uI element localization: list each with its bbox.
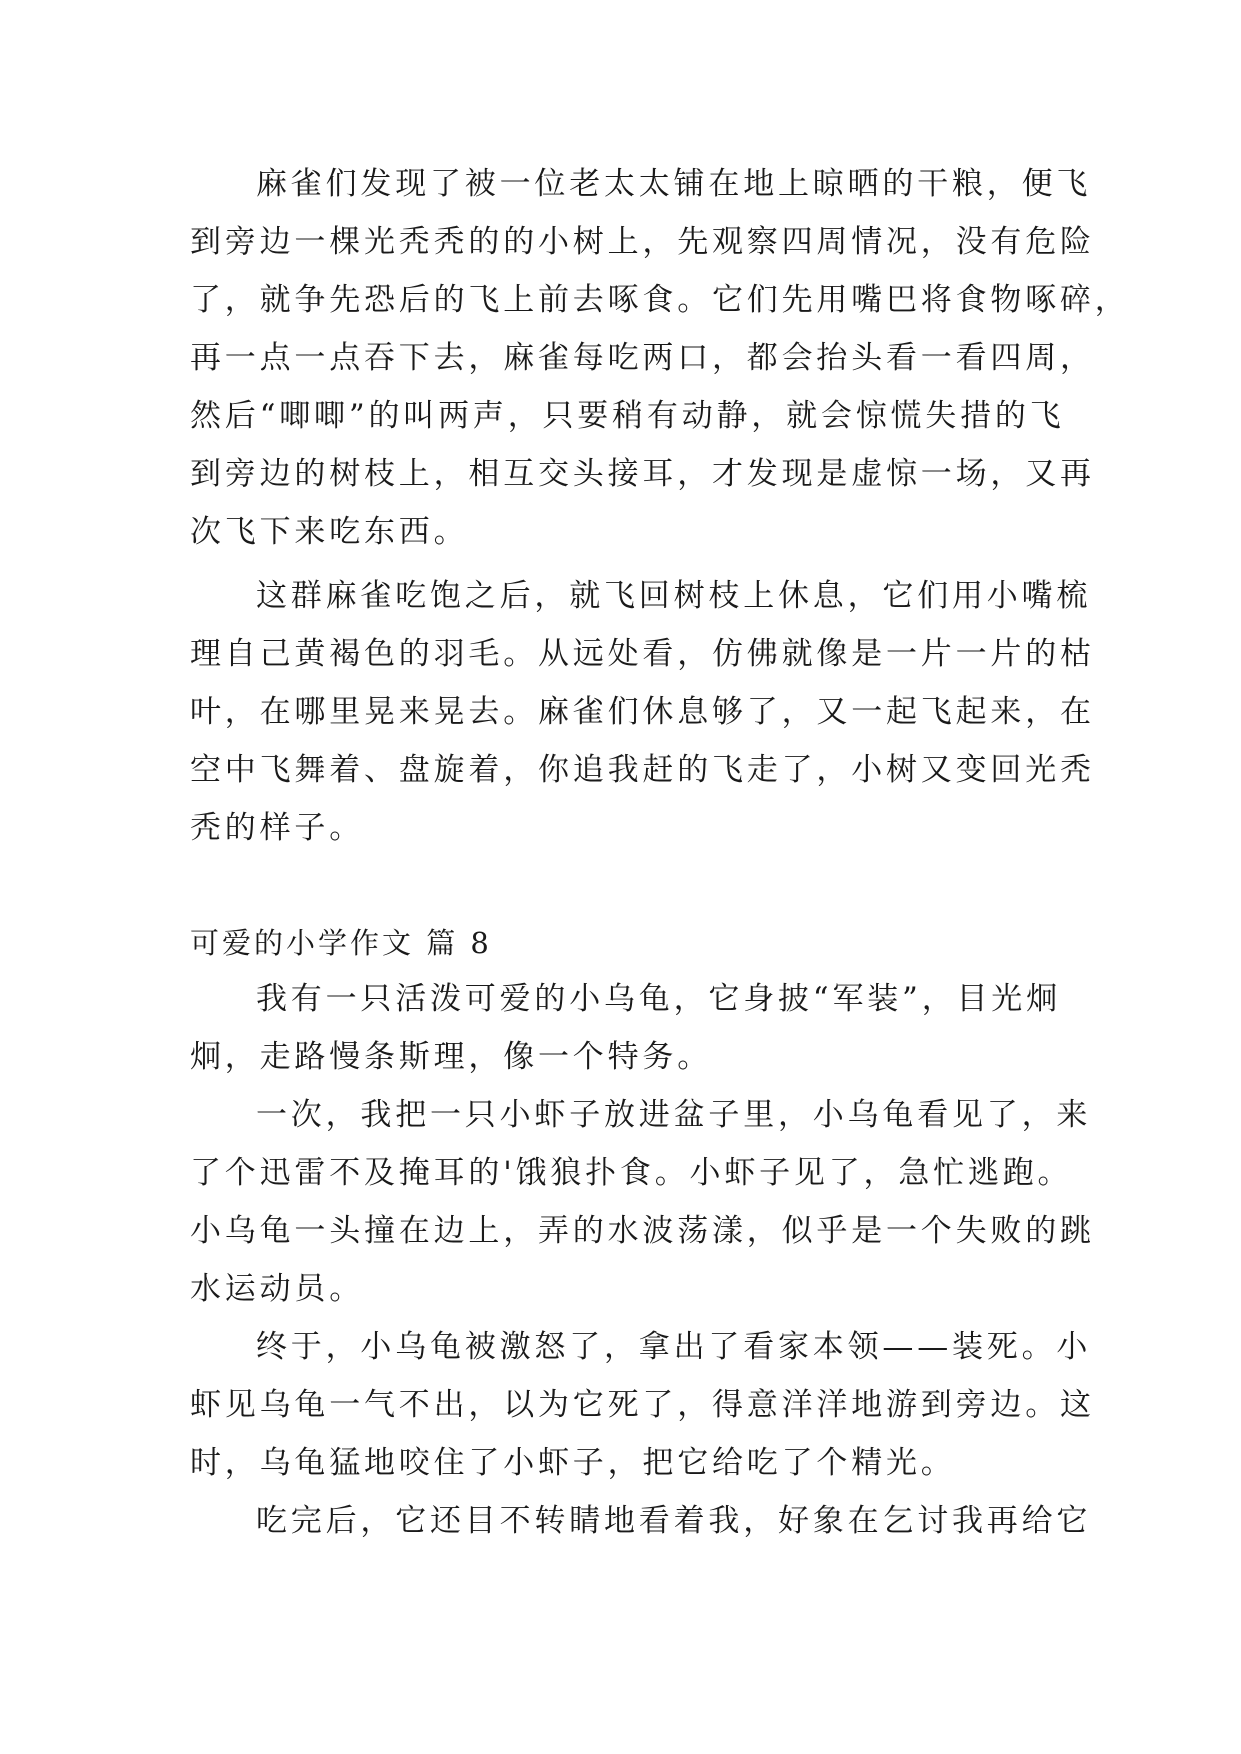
text-line: 了，就争先恐后的飞上前去啄食。它们先用嘴巴将食物啄碎， — [190, 282, 1130, 318]
text-line: 理自己黄褐色的羽毛。从远处看，仿佛就像是一片一片的枯 — [190, 636, 1095, 672]
essay-turtle — [190, 970, 1095, 1550]
text-line: 虾见乌龟一气不出，以为它死了，得意洋洋地游到旁边。这 — [190, 1387, 1095, 1423]
text-line: 这群麻雀吃饱之后，就飞回树枝上休息，它们用小嘴梳 — [256, 578, 1092, 614]
text-line: 空中飞舞着、盘旋着，你追我赶的飞走了，小树又变回光秃 — [190, 752, 1095, 788]
text-line: 麻雀们发现了被一位老太太铺在地上晾晒的干粮，便飞 — [256, 166, 1092, 202]
text-line: 再一点一点吞下去，麻雀每吃两口，都会抬头看一看四周， — [190, 340, 1095, 376]
text-line: 时，乌龟猛地咬住了小虾子，把它给吃了个精光。 — [190, 1445, 956, 1481]
text-line: 一次，我把一只小虾子放进盆子里，小乌龟看见了，来 — [256, 1097, 1092, 1133]
text-line: 然后“唧唧”的叫两声，只要稍有动静，就会惊慌失措的飞 — [190, 398, 1065, 434]
text-line: 吃完后，它还目不转睛地看着我，好象在乞讨我再给它 — [256, 1503, 1092, 1539]
paragraph-sparrows-feeding — [190, 155, 1130, 561]
text-line: 叶，在哪里晃来晃去。麻雀们休息够了，又一起飞起来，在 — [190, 694, 1095, 730]
text-line: 次飞下来吃东西。 — [190, 514, 469, 550]
text-line: 到旁边一棵光秃秃的的小树上，先观察四周情况，没有危险 — [190, 224, 1095, 260]
text-line: 到旁边的树枝上，相互交头接耳，才发现是虚惊一场，又再 — [190, 456, 1095, 492]
text-line: 我有一只活泼可爱的小乌龟，它身披“军装”，目光炯 — [256, 981, 1061, 1017]
text-line: 秃的样子。 — [190, 810, 364, 846]
section-heading: 可爱的小学作文 篇 8 — [190, 926, 492, 960]
text-line: 了个迅雷不及掩耳的'饿狼扑食。小虾子见了，急忙逃跑。 — [190, 1155, 1073, 1191]
text-line: 终于，小乌龟被激怒了，拿出了看家本领——装死。小 — [256, 1329, 1092, 1365]
text-line: 炯，走路慢条斯理，像一个特务。 — [190, 1039, 712, 1075]
text-line: 小乌龟一头撞在边上，弄的水波荡漾，似乎是一个失败的跳 — [190, 1213, 1095, 1249]
text-line: 水运动员。 — [190, 1271, 364, 1307]
paragraph-sparrows-resting — [190, 567, 1095, 857]
